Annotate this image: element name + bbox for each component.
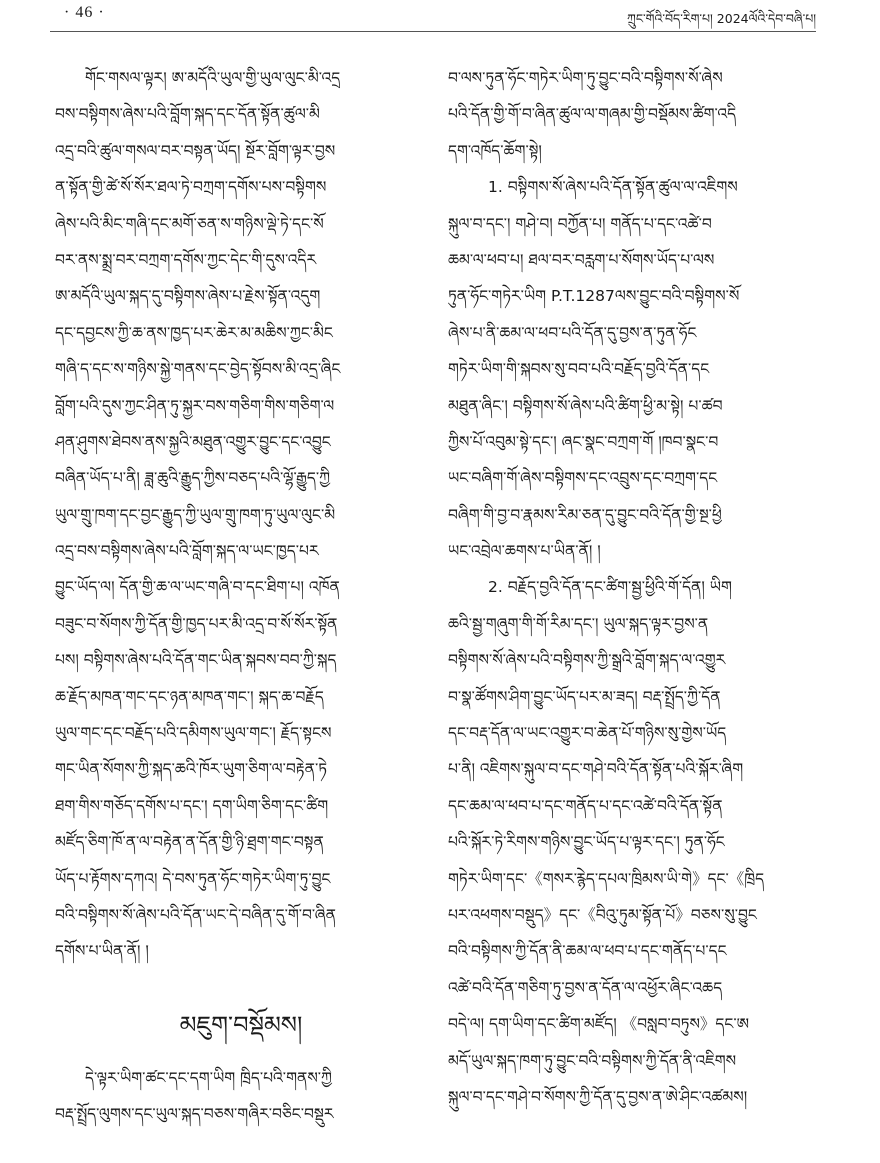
text-line: དང་དབྱངས་ཀྱི་ཆ་ནས་ཁྱད་པར་ཆེར་མ་མཆིས་ཀྱང་མིང — [55, 323, 333, 342]
text-line: པ་ནི། འཇིགས་སྐུལ་བ་དང་གཤེ་བའི་དོན་སྟོན་པའི་སྐོར་ཞིག — [448, 760, 744, 779]
text-line: དེ་ལྟར་ཡིག་ཚང་དང་དག་ཡིག ཁྲིད་པའི་གནས་ཀྱི — [85, 1069, 332, 1087]
text-line: གཏེར་ཡིག་གི་སྐབས་སུ་བབ་པའི་བརྗོད་བྱའི་དོན་དང — [448, 360, 710, 379]
page-header — [50, 0, 816, 32]
text-line: ཆ་རྗོད་མཁན་གང་དང་ཉན་མཁན་གང་། སྐད་ཆ་བརྗོད — [55, 687, 324, 706]
text-line: བྱུང་ཡོད་ལ། དོན་གྱི་ཆ་ལ་ཡང་གཞི་བ་དང་ཐིག་པ། འཁོན — [55, 578, 340, 597]
text-line: ཆའི་སྦྱ་གཞུག་གི་གོ་རིམ་དང་། ཡུལ་སྐད་ལྟར་བྱས་ན — [448, 614, 709, 633]
text-line: བསྟིགས་སོ་ཞེས་པའི་བསྟིགས་ཀྱི་སྒྲའི་བློག་སྐད་ལ་འགྱུར — [448, 651, 726, 670]
text-line: པར་འཕགས་བསྡུད》དང་《བིའུ་ཏུམ་སྟོན་པོ》བཅས་སུ་བྱུང — [448, 905, 757, 924]
text-line: གོང་གསལ་ལྟར། ཨ་མདོའི་ཡུལ་གྱི་ཡུལ་ལུང་མི་འདྲ — [85, 69, 341, 87]
text-line: 2. བརྗོད་བྱའི་དོན་དང་ཚིག་སྦྱ་ཕྱིའི་གོ་དོན། ཡིག — [488, 578, 732, 597]
text-line: ཤན་ཤུགས་ཐེབས་ནས་སྐྱའི་མཐུན་འགྱུར་བྱུང་དང་འབྱུང — [55, 432, 331, 451]
text-line: བཞིན་ཡོད་པ་ནི། ཟླ་ཆུའི་རྒྱུད་ཀྱིས་བཅད་པའི་ལྷོ་རྒྱུད་ཀྱི — [55, 469, 331, 488]
text-line: བ་ལས་ཏུན་ཧོང་གཏེར་ཡིག་ཏུ་བྱུང་བའི་བསྟིགས་སོ་ཞེས — [448, 69, 723, 87]
text-line: བརྡ་སྤྲོད་ལུགས་དང་ཡུལ་སྐད་བཅས་གཞིར་བཅིང་བསྡུར — [55, 1105, 334, 1124]
text-line: མཛོད་ཅིག་ཁོ་ན་ལ་བརྟེན་ན་དོན་གྱི་ཉི་ཐྲག་གང་བསྟན — [55, 833, 324, 852]
text-line: དང་བརྡ་དོན་ལ་ཡང་འགྱུར་བ་ཆེན་པོ་གཉིས་སུ་གྱེས་ཡོད — [448, 724, 727, 743]
text-line: དང་ཆམ་ལ་ཕབ་པ་དང་གནོད་པ་དང་འཚེ་བའི་དོན་སྟོན — [448, 796, 723, 815]
text-line: གཞི་ད་དང་ས་གཉིས་སྐྱེ་གནས་དང་བྱེད་སྟོབས་མི་འདྲ་ཞིང — [55, 360, 341, 379]
text-line: ཏུན་ཧོང་གཏེར་ཡིག P.T.1287ལས་བྱུང་བའི་བསྟིགས་སོ — [448, 287, 740, 306]
header-rule — [50, 31, 816, 32]
text-line: སྐུལ་བ་དང་། གཤེ་བ། བཀྱོན་པ། གནོད་པ་དང་འཚེ་བ — [448, 214, 712, 233]
text-line: བཟུང་བ་སོགས་ཀྱི་དོན་གྱི་ཁྱད་པར་མི་འདྲ་བ་སོ་སོར་སྟོན — [55, 614, 338, 633]
text-line: བར་ནས་སྨྲ་བར་བཀྲག་དགོས་ཀྱང་དེང་གི་དུས་འདིར — [55, 250, 317, 269]
text-line: མཐུན་ཞིང་། བསྟིགས་སོ་ཞེས་པའི་ཚིག་ཕྱི་མ་སྟེ། པ་ཚབ — [448, 396, 723, 415]
text-line: ཡོད་པ་རྟོགས་དཀའ། དེ་བས་ཏུན་ཧོང་གཏེར་ཡིག་ཏུ་བྱུང — [55, 869, 331, 888]
journal-title: ཀྲུང་གོའི་བོད་རིག་པ། 2024ལོའི་དེབ་བཞི་པ། — [627, 11, 816, 26]
text-line: གཏེར་ཡིག་དང་《གསར་རྙེད་དཔལ་ཁྲིམས་ཡི་གེ》དང་《ཁྲིད — [448, 869, 765, 888]
text-line: པའི་དོན་གྱི་གོ་བ་ཞིན་ཚུལ་ལ་གཞམ་གྱི་བསྡོམས་ཚིག་འདི — [448, 105, 737, 124]
text-line: བཞིག་གི་བྱ་བ་རྣམས་རིམ་ཅན་དུ་བྱུང་བའི་དོན་གྱི་སྔ་ཕྱི — [448, 505, 722, 524]
text-line: བའི་བསྟིགས་སོ་ཞེས་པའི་དོན་ཡང་དེ་བཞིན་དུ་གོ་བ་ཞིན — [55, 905, 336, 924]
text-line: ཆམ་ལ་ཕབ་པ། ཐལ་བར་བརླག་པ་སོགས་ཡོད་པ་ལས — [448, 250, 715, 269]
text-line: དགོས་པ་ཡིན་ནོ། ། — [55, 942, 149, 961]
text-line: ཡང་བཞིག་གོ་ཞེས་བསྟིགས་དང་འབྲུས་དང་བཀྲག་དང — [448, 469, 718, 488]
text-line: ཨ་མདོའི་ཡུལ་སྐད་དུ་བསྟིགས་ཞེས་པ་རྗེས་སྟོན་འདུག — [55, 287, 321, 306]
text-line: དག་འཁོད་ཆོག་སྟེ། — [448, 141, 542, 160]
page-number: · 46 · — [64, 4, 105, 21]
text-line: འཚེ་བའི་དོན་གཅིག་ཏུ་བྱས་ན་དོན་ལ་འཕྱོར་ཞིང་འཆད — [448, 978, 723, 997]
text-line: ཡང་འབྲེལ་ཆགས་པ་ཡིན་ནོ། ། — [448, 542, 601, 561]
text-line: འདྲ་བས་བསྟིགས་ཞེས་པའི་བློག་སྐད་ལ་ཡང་ཁྱད་པར — [55, 542, 319, 561]
text-line: སྐུལ་བ་དང་གཤེ་བ་སོགས་ཀྱི་དོན་དུ་བྱས་ན་ཨེ་ཤིང་འཚམས། — [448, 1087, 748, 1106]
text-line: མདོ་ཡུལ་སྐད་ཁག་ཏུ་བྱུང་བའི་བསྟིགས་ཀྱི་དོན་ནི་འཇིགས — [448, 1051, 737, 1070]
section-heading: མཇུག་བསྡོམས། — [179, 1011, 303, 1039]
text-line: བའི་བསྟིགས་ཀྱི་དོན་ནི་ཆམ་ལ་ཕབ་པ་དང་གནོད་པ་དང — [448, 942, 727, 961]
text-line: ན་སྟོན་གྱི་ཚེ་སོ་སོར་ཐལ་ཏེ་བཀྲག་དགོས་པས་བསྟིགས — [55, 178, 327, 197]
right-column — [448, 60, 820, 1115]
lower-left-column — [55, 1060, 427, 1133]
text-line: ཐག་གིས་གཅོད་དགོས་པ་དང་། དག་ཡིག་ཅིག་དང་ཚིག — [55, 796, 329, 815]
text-line: པའི་སྐོར་ཏེ་རིགས་གཉིས་བྱུང་ཡོད་པ་ལྟར་དང་། ཏུན་ཧོང — [448, 833, 725, 852]
text-line: བདེ་ལ། དག་ཡིག་དང་ཚིག་མཛོད། 《བསླབ་བཏུས》དང་ཨ — [448, 1015, 749, 1034]
text-line: བློག་པའི་དུས་ཀྱང་ཤིན་ཏུ་སྐྱར་བས་གཅིག་གིས་གཅིག་ལ — [55, 396, 335, 415]
text-line: ཡུལ་གང་དང་བརྗོད་པའི་དམིགས་ཡུལ་གང་། རྗོད་སྟངས — [55, 724, 332, 743]
text-line: ཀྱིས་པོ་འབུམ་སྟེ་དང་། ཞང་སྣང་བཀྲག་གོ །ཁབ་སྣང་བ — [448, 432, 719, 451]
text-line: བས་བསྟིགས་ཞེས་པའི་བློག་སྐད་དང་དོན་སྟོན་ཚུལ་མི — [55, 105, 320, 124]
text-line: བ་སྣ་ཚོགས་ཤིག་བྱུང་ཡོད་པར་མ་ཟད། བརྡ་སྤྲོད་ཀྱི་དོན — [448, 687, 721, 706]
text-line: འདྲ་བའི་ཚུལ་གསལ་བར་བསྟན་ཡོད། སྔོར་བློག་ལྟར་བྱས — [55, 141, 336, 160]
left-column — [55, 60, 427, 970]
text-line: གང་ཡིན་སོགས་ཀྱི་སྐད་ཆའི་ཁོར་ཡུག་ཅིག་ལ་བརྟེན་ཏེ — [55, 760, 328, 779]
text-line: པས། བསྟིགས་ཞེས་པའི་དོན་གང་ཡིན་སྐབས་བབ་ཀྱི་སྐད — [55, 651, 337, 670]
text-line: ཞེས་པ་ནི་ཆམ་ལ་ཕབ་པའི་དོན་དུ་བྱས་ན་ཏུན་ཧོང — [448, 323, 697, 342]
text-line: ཡུལ་གྲུ་ཁག་དང་བྱང་རྒྱུད་ཀྱི་ཡུལ་གྲུ་ཁག་ཏུ་ཡུལ་ལུང་མི — [55, 505, 336, 524]
text-line: ཞེས་པའི་མིང་གཞི་དང་མགོ་ཅན་ས་གཉིས་ལྡེ་ཏེ་དང་སོ — [55, 214, 324, 233]
text-line: 1. བསྟིགས་སོ་ཞེས་པའི་དོན་སྟོན་ཚུལ་ལ་འཇིགས — [488, 178, 738, 197]
